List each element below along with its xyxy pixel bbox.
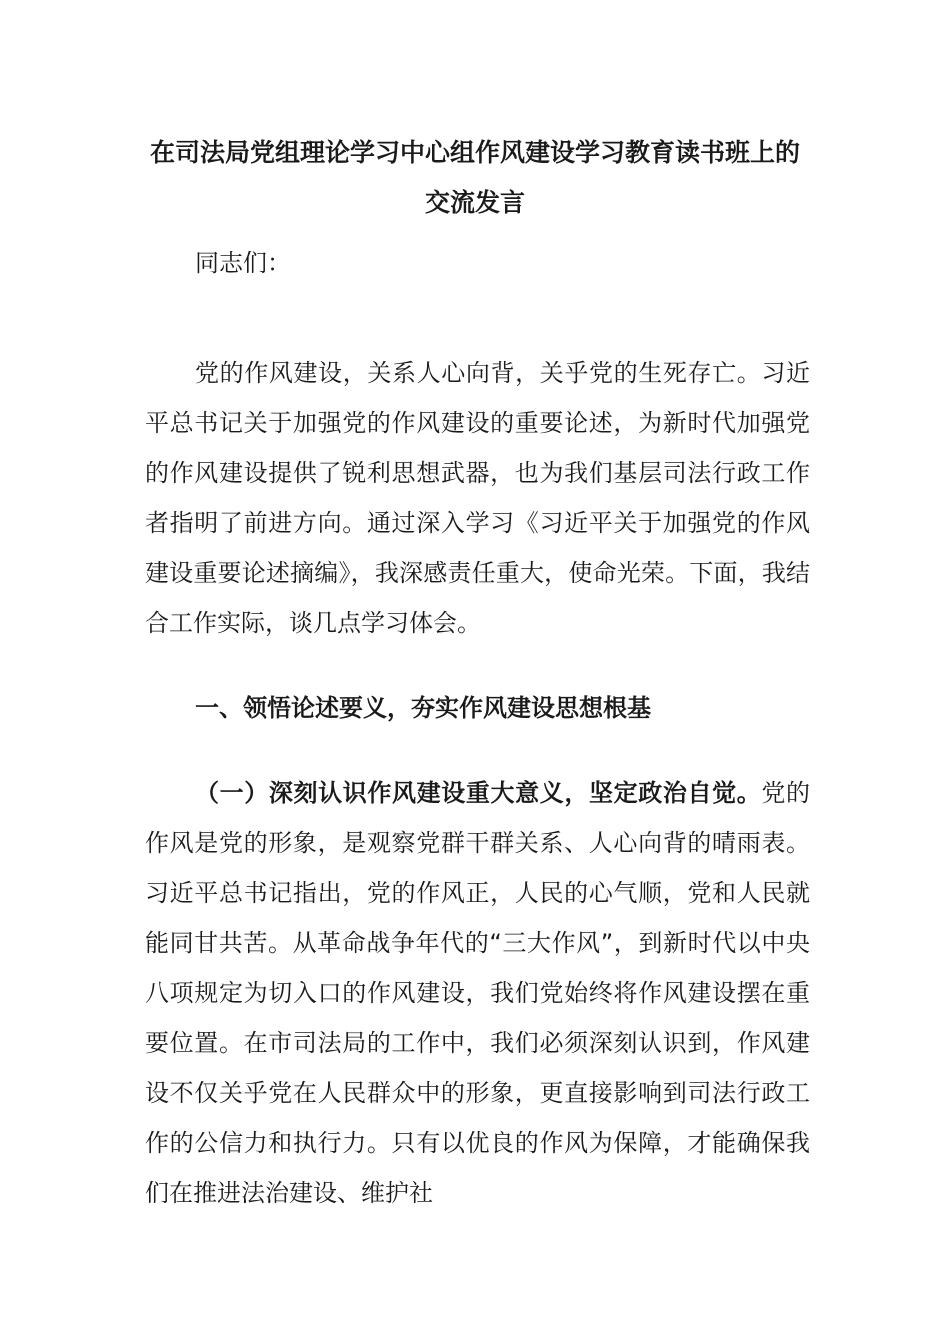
subsection-body-1: 党的作风是党的形象，是观察党群干群关系、人心向背的晴雨表。习近平总书记指出，党的作风正，人民的心气顺，党和人民就能同甘共苦。从革命战争年代的“三大作风”，到新时代以中央八项规定为切入口的作风建设，我们党始终将作风建设摆在重要位置。在市司法局的工作中，我们必须深刻认识到，作风建设不仅关乎党在人民群众中的形象，更直接影响到司法行政工作的公信力和执行力。只有以优良的作风为保障，才能确保我们在推进法治建设、维护社 (145, 779, 810, 1207)
section-paragraph-1 (145, 768, 810, 1218)
document-title: 在司法局党组理论学习中心组作风建设学习教育读书班上的交流发言 (149, 138, 800, 217)
greeting: 同志们： (195, 249, 291, 277)
section-heading-1: 一、领悟论述要义，夯实作风建设思想根基 (195, 694, 651, 722)
intro-paragraph: 党的作风建设，关系人心向背，关乎党的生死存亡。习近平总书记关于加强党的作风建设的重要论述，为新时代加强党的作风建设提供了锐利思想武器，也为我们基层司法行政工作者指明了前进方向。通过深入学习《习近平关于加强党的作风建设重要论述摘编》，我深感责任重大，使命光荣。下面，我结合工作实际，谈几点学习体会。 (145, 359, 810, 637)
subsection-heading-1: （一）深刻认识作风建设重大意义，坚定政治自觉。 (195, 779, 762, 807)
